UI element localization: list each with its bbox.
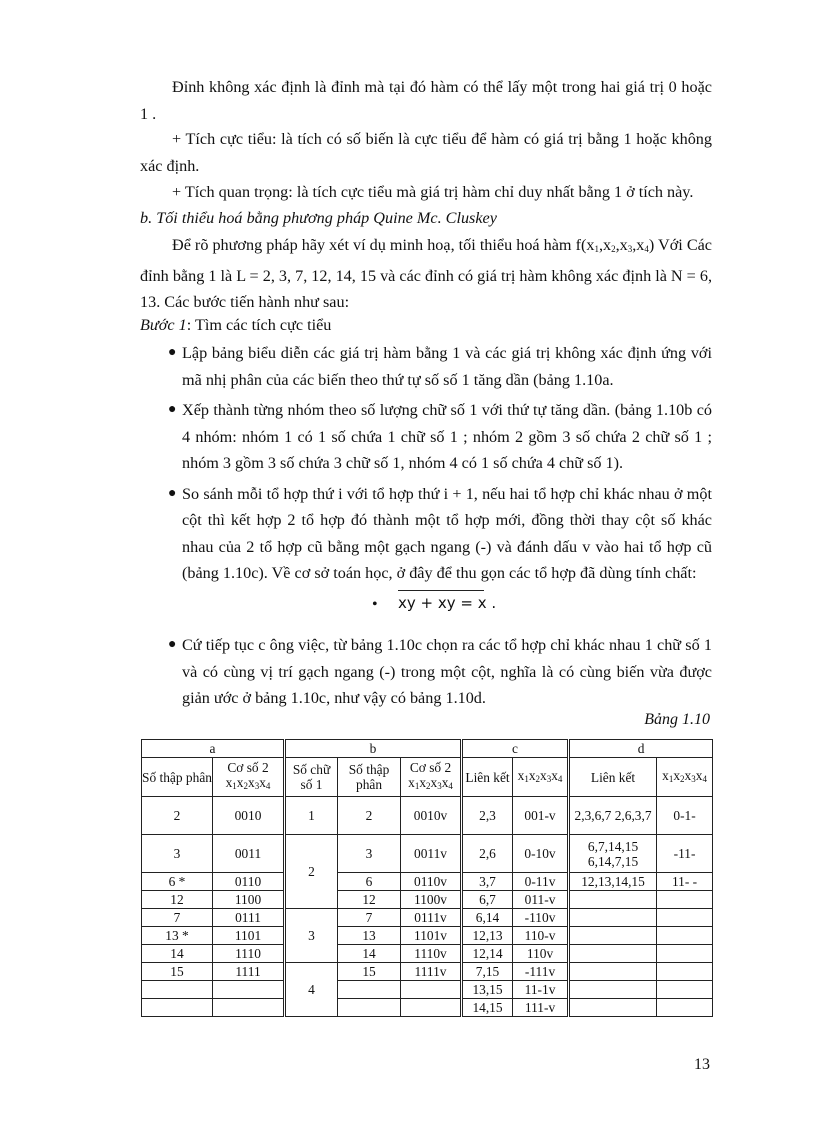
step-text: : Tìm các tích cực tiểu [186, 316, 332, 334]
table-cell: 1101v [401, 927, 462, 945]
table-cell: 15 [338, 963, 401, 981]
table-cell: -11- [657, 835, 713, 873]
col-header [657, 758, 713, 797]
table-cell: 0-1- [657, 797, 713, 835]
var-label: $x_1x_2x_3x_4$ [517, 767, 563, 784]
table-cell [569, 981, 657, 999]
table-cell: 110v [513, 945, 569, 963]
table-cell: 11- - [657, 873, 713, 891]
table-cell: 1100v [401, 891, 462, 909]
table-cell: 3 [338, 835, 401, 873]
table-cell [569, 963, 657, 981]
formula-text: xy + xy = x . [398, 594, 497, 612]
table-caption: Bảng 1.10 [644, 711, 710, 728]
table-cell: 12,14 [462, 945, 513, 963]
table-cell: 3,7 [462, 873, 513, 891]
table-cell: 0011 [213, 835, 285, 873]
table-cell [569, 945, 657, 963]
table-cell [657, 945, 713, 963]
list-item-text: Cứ tiếp tục c ông việc, từ bảng 1.10c chọn ra các tổ hợp chỉ khác nhau 1 chữ số 1 và có cùng vị trí gạch ngang (-) trong một cột, nghĩa là có cùng biến vừa được giản ước ở bảng 1.10c, như vậy có bảng 1.10d. [182, 636, 712, 707]
var-label: $x_1x_2x_3x_4$ [225, 775, 271, 791]
table-cell: 0110v [401, 873, 462, 891]
col-header: Số chữ số 1 [285, 758, 338, 797]
list-item [140, 481, 712, 587]
bullet-list [140, 340, 712, 591]
table-cell: 6 * [142, 873, 213, 891]
table-cell: 1110v [401, 945, 462, 963]
table-cell [142, 981, 213, 999]
bullet-icon: • [372, 596, 378, 613]
table-cell [338, 999, 401, 1017]
paragraph-undefined-vertex: Đỉnh không xác định là đỉnh mà tại đó hàm có thể lấy một trong hai giá trị 0 hoặc 1 . [140, 78, 712, 123]
table-cell: 0110 [213, 873, 285, 891]
table-cell [569, 891, 657, 909]
table-cell: 13 [338, 927, 401, 945]
col-header-label: Cơ số 2 [409, 760, 452, 775]
table-cell: 3 [142, 835, 213, 873]
table-cell: 011-v [513, 891, 569, 909]
table-cell: 12,13,14,15 [569, 873, 657, 891]
table-cell: 7 [338, 909, 401, 927]
table-cell: 6,14 [462, 909, 513, 927]
table-cell: 001-v [513, 797, 569, 835]
table-cell: 0011v [401, 835, 462, 873]
table-cell [569, 909, 657, 927]
table-cell: 0-11v [513, 873, 569, 891]
table-cell: 110-v [513, 927, 569, 945]
table-cell: 1100 [213, 891, 285, 909]
table-cell [657, 981, 713, 999]
table-cell [569, 999, 657, 1017]
list-item-text: So sánh mỗi tổ hợp thứ i với tổ hợp thứ i + 1, nếu hai tổ hợp chỉ khác nhau ở một cột thì kết hợp 2 tổ hợp đó thành một tổ hợp mới, đồng thời thay cột số khác nhau của 2 tổ hợp cũ bằng một gạch ngang (-) và đánh dấu v vào hai tổ hợp cũ (bảng 1.10c). Về cơ sở toán học, ở đây để thu gọn các tổ hợp đã dùng tính chất: [182, 484, 712, 582]
paragraph-example: Để rõ phương pháp hãy xét ví dụ minh hoạ, tối thiểu hoá hàm $f(x_1,x_2,x_3,x_4)$ Với Các đỉnh bằng 1 là L = 2, 3, 7, 12, 14, 15 và các đỉnh có giá trị hàm không xác định là N = 6, 13. Các bước tiến hành như sau: [140, 236, 712, 311]
table-cell [401, 981, 462, 999]
col-header: Liên kết [569, 758, 657, 797]
table-cell [213, 999, 285, 1017]
table-cell: 1111v [401, 963, 462, 981]
table-cell: 1110 [213, 945, 285, 963]
table-cell: 111-v [513, 999, 569, 1017]
paragraph-essential-product: + Tích quan trọng: là tích cực tiểu mà giá trị hàm chỉ duy nhất bằng 1 ở tích này. [172, 183, 694, 201]
table-1-10 [141, 739, 713, 1017]
table-cell: 11-1v [513, 981, 569, 999]
list-item [140, 340, 712, 393]
table-cell: 12,13 [462, 927, 513, 945]
section-heading-quine: b. Tối thiểu hoá bằng phương pháp Quine Mc. Cluskey [140, 209, 497, 227]
list-item [140, 397, 712, 477]
table-cell [657, 909, 713, 927]
col-header: Liên kết [462, 758, 513, 797]
paragraph-minimal-product: + Tích cực tiểu: là tích có số biến là cực tiểu để hàm có giá trị bằng 1 hoặc không xác định. [140, 130, 712, 175]
table-cell: 0010 [213, 797, 285, 835]
var-label: $x_1x_2x_3x_4$ [662, 767, 707, 784]
table-cell: 6 [338, 873, 401, 891]
table-cell: 0111v [401, 909, 462, 927]
table-cell: 2 [338, 797, 401, 835]
col-header [401, 758, 462, 797]
formula-overline [398, 590, 484, 591]
table-cell: 7 [142, 909, 213, 927]
group-header-a: a [142, 740, 285, 758]
table-cell [657, 927, 713, 945]
group-header-b: b [285, 740, 462, 758]
list-item-text: Xếp thành từng nhóm theo số lượng chữ số 1 với thứ tự tăng dần. (bảng 1.10b có 4 nhóm: nhóm 1 có 1 số chứa 1 chữ số 1 ; nhóm 2 gồm 3 số chứa 2 chữ số 1 ; nhóm 3 gồm 3 số chứa 3 chữ số 1, nhóm 4 có 1 số chứa 4 chữ số 1). [182, 401, 712, 472]
table-cell: 0010v [401, 797, 462, 835]
bullet-list-2 [140, 632, 712, 716]
var-label: $x_1x_2x_3x_4$ [408, 775, 453, 791]
table-cell: 4 [285, 963, 338, 1017]
table-cell: 6,7 [462, 891, 513, 909]
bullet-icon: ● [168, 402, 177, 417]
table-cell [657, 999, 713, 1017]
group-header-d: d [569, 740, 713, 758]
table-cell: -110v [513, 909, 569, 927]
table-cell: 1111 [213, 963, 285, 981]
table-cell [657, 891, 713, 909]
table-cell [213, 981, 285, 999]
table-cell: 14,15 [462, 999, 513, 1017]
col-header-label: Cơ số 2 [227, 760, 269, 775]
table-cell: 0-10v [513, 835, 569, 873]
table-cell: 2,3,6,7 2,6,3,7 [569, 797, 657, 835]
table-cell: 13,15 [462, 981, 513, 999]
table-cell: 6,7,14,15 6,14,7,15 [569, 835, 657, 873]
table-cell: 0111 [213, 909, 285, 927]
table-cell: 2,6 [462, 835, 513, 873]
table-cell: 14 [338, 945, 401, 963]
formula-block [372, 588, 522, 624]
col-header [513, 758, 569, 797]
table-cell: 7,15 [462, 963, 513, 981]
bullet-icon: ● [168, 345, 177, 360]
table-cell: 15 [142, 963, 213, 981]
table-cell: 2 [285, 835, 338, 909]
table-cell [142, 999, 213, 1017]
list-item [140, 632, 712, 712]
table-cell: 3 [285, 909, 338, 963]
table-cell: 1101 [213, 927, 285, 945]
table-cell: 12 [142, 891, 213, 909]
table-cell: 14 [142, 945, 213, 963]
bullet-icon: ● [168, 637, 177, 652]
table-cell: 2,3 [462, 797, 513, 835]
bullet-icon: ● [168, 485, 177, 501]
table-cell: 12 [338, 891, 401, 909]
table-cell: 13 * [142, 927, 213, 945]
col-header [213, 758, 285, 797]
table-cell: -111v [513, 963, 569, 981]
paragraph-step-1 [140, 312, 712, 339]
table-cell [338, 981, 401, 999]
table-cell: 2 [142, 797, 213, 835]
step-label: Bước 1 [140, 316, 187, 334]
col-header: Số thập phân [338, 758, 401, 797]
col-header: Số thập phân [142, 758, 213, 797]
table-cell [657, 963, 713, 981]
table-cell: 1 [285, 797, 338, 835]
page-number: 13 [694, 1056, 710, 1073]
list-item-text: Lập bảng biểu diễn các giá trị hàm bằng 1 và các giá trị không xác định ứng với mã nhị phân của các biến theo thứ tự số số 1 tăng dần (bảng 1.10a. [182, 344, 712, 389]
group-header-c: c [462, 740, 569, 758]
table-cell [569, 927, 657, 945]
table-cell [401, 999, 462, 1017]
